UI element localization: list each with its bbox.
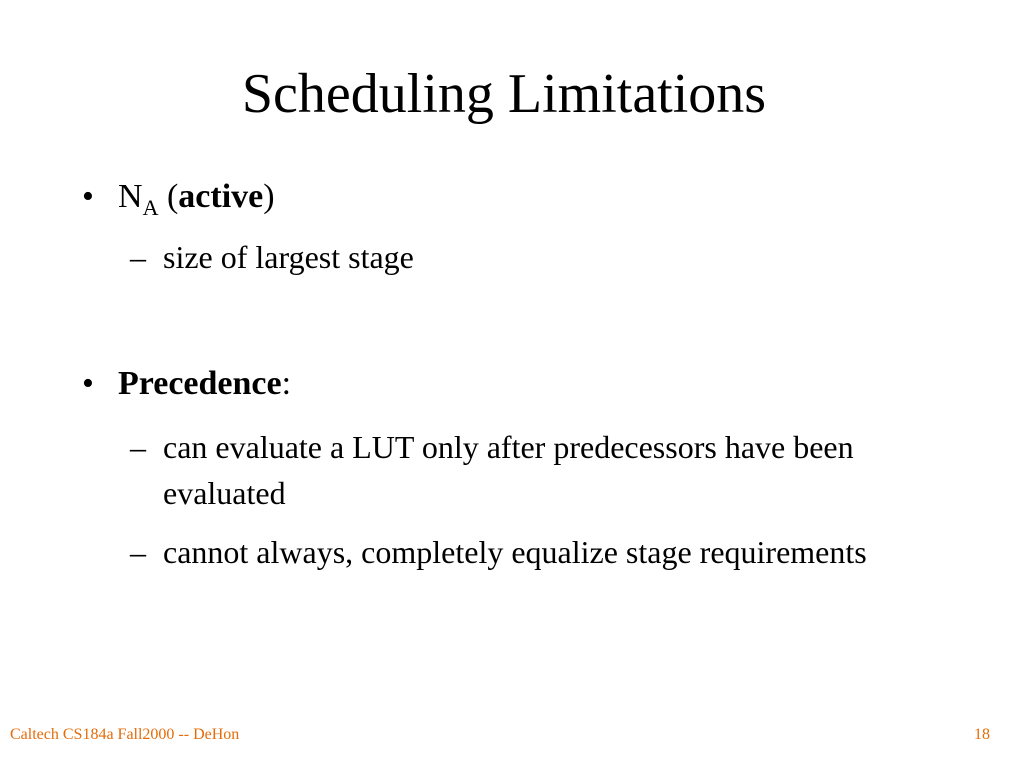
- slide-title: Scheduling Limitations: [241, 63, 767, 125]
- sub-bullet-dash: –: [130, 534, 146, 570]
- sub-bullet-largest-stage: [130, 234, 890, 280]
- sub-bullet-evaluate-lut: [130, 424, 890, 516]
- bullet-symbol: •: [82, 365, 94, 402]
- sub-bullet-text: size of largest stage: [163, 239, 414, 275]
- page-number: 18: [974, 726, 990, 743]
- sub-bullet-text: cannot always, completely equalize stage requirements: [163, 534, 867, 570]
- bullet-symbol: •: [82, 178, 94, 215]
- bullet-precedence: [82, 363, 291, 405]
- bullet-suffix: :: [281, 365, 292, 402]
- sub-bullet-equalize-stage: [130, 529, 890, 575]
- footer-course-label: Caltech CS184a Fall2000 -- DeHon: [10, 726, 240, 743]
- bullet-main-text: N: [118, 178, 143, 215]
- sub-bullet-text: can evaluate a LUT only after predecessors have been evaluated: [163, 429, 854, 511]
- bullet-close-paren: ): [263, 178, 275, 215]
- sub-bullet-dash: –: [130, 429, 146, 465]
- sub-bullet-dash: –: [130, 239, 146, 275]
- bullet-subscript: A: [142, 195, 159, 220]
- bullet-na-active: [82, 176, 275, 218]
- bullet-bold-term: Precedence: [118, 365, 282, 402]
- bullet-open-paren: (: [158, 178, 179, 215]
- bullet-bold-term: active: [178, 178, 264, 215]
